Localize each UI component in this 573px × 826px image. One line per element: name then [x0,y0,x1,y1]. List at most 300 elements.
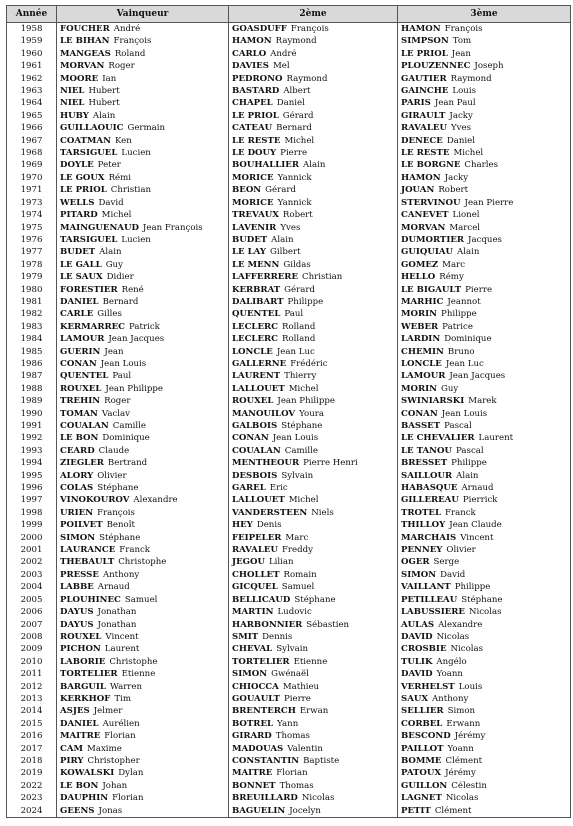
last-name: LE BORGNE [401,160,461,171]
second-cell [229,805,398,818]
first-name: Stéphane [461,594,503,605]
winner-cell [57,60,229,72]
last-name: DAVID [401,631,433,642]
first-name: Arnaud [461,483,494,494]
first-name: Jean Luc [276,346,315,357]
second-cell [229,730,398,742]
first-name: Daniel [446,135,475,146]
table-row [7,432,571,444]
third-cell [398,705,571,717]
table-row [7,259,571,271]
last-name: MORVAN [60,61,105,72]
year-cell: 1987 [7,370,57,382]
first-name: Michel [101,210,132,221]
second-cell [229,395,398,407]
first-name: Jeannot [447,296,481,307]
first-name: Jean Louis [272,433,319,444]
last-name: MARCHAIS [401,532,457,543]
first-name: Hubert [88,98,120,109]
winner-cell [57,197,229,209]
second-cell [229,222,398,234]
third-cell [398,246,571,258]
first-name: Jacques [468,234,502,245]
first-name: Christophe [118,557,167,568]
table-row [7,718,571,730]
winner-cell [57,222,229,234]
first-name: Philippe [451,458,487,469]
year-cell: 1969 [7,159,57,171]
first-name: Angélo [436,656,467,667]
last-name: SAUX [401,693,429,704]
last-name: DAVID [401,669,433,680]
second-cell [229,60,398,72]
last-name: LAFFERRERE [232,272,298,283]
table-row [7,556,571,568]
first-name: Clément [434,805,472,816]
first-name: Jean Jacques [108,334,165,345]
first-name: Baptiste [303,755,340,766]
winner-cell [57,284,229,296]
table-row [7,594,571,606]
table-row [7,271,571,283]
first-name: Rolland [282,334,316,345]
last-name: LALLOUET [232,495,285,506]
second-cell [229,643,398,655]
first-name: Serge [433,557,460,568]
winner-cell [57,532,229,544]
last-name: MORIN [401,383,438,394]
first-name: Samuel [281,582,315,593]
first-name: Dominique [102,433,150,444]
header-year: Année [7,6,57,23]
winner-cell [57,259,229,271]
table-row [7,346,571,358]
year-cell: 1993 [7,445,57,457]
last-name: PETIT [401,805,431,816]
last-name: KERMARREC [60,321,126,332]
last-name: COUALAN [232,445,281,456]
first-name: Nicolas [450,644,484,655]
last-name: LECLERC [232,321,279,332]
year-cell: 1960 [7,48,57,60]
year-cell: 1977 [7,246,57,258]
third-cell [398,805,571,818]
year-cell: 1981 [7,296,57,308]
winner-cell [57,73,229,85]
first-name: Germain [127,123,166,134]
first-name: Florian [104,731,136,742]
first-name: Alain [99,247,122,258]
first-name: Stéphane [281,421,323,431]
table-row [7,730,571,742]
last-name: OGER [401,557,430,568]
year-cell: 1975 [7,222,57,234]
winner-cell [57,445,229,457]
year-cell: 1978 [7,259,57,271]
last-name: AULAS [401,619,435,630]
table-row [7,234,571,246]
year-cell: 2000 [7,532,57,544]
first-name: Camille [284,445,318,456]
winner-cell [57,643,229,655]
year-cell: 1984 [7,333,57,345]
last-name: PAILLOT [401,743,444,754]
winner-cell [57,184,229,196]
second-cell [229,110,398,122]
year-cell: 1982 [7,308,57,320]
third-cell [398,581,571,593]
first-name: Jean Pierre [464,197,514,208]
year-cell: 1968 [7,147,57,159]
third-cell [398,544,571,556]
year-cell: 1986 [7,358,57,370]
last-name: KERBRAT [232,284,281,295]
second-cell [229,135,398,147]
second-cell [229,209,398,221]
table-row [7,147,571,159]
last-name: MORICE [232,172,274,183]
second-cell [229,197,398,209]
table-row [7,693,571,705]
winner-cell [57,110,229,122]
second-cell [229,743,398,755]
third-cell [398,234,571,246]
last-name: CONAN [60,358,97,369]
winner-cell [57,85,229,97]
last-name: LE DOUY [232,148,277,159]
year-cell: 1994 [7,457,57,469]
winner-cell [57,581,229,593]
first-name: Yannick [277,172,312,183]
first-name: Jean Claude [449,520,502,531]
first-name: Alain [303,160,326,171]
third-cell [398,408,571,420]
table-row [7,780,571,792]
year-cell: 2008 [7,631,57,643]
last-name: GUILLAOUIC [60,123,124,134]
last-name: BUDET [60,247,96,258]
year-cell: 1985 [7,346,57,358]
second-cell [229,556,398,568]
year-cell: 2004 [7,581,57,593]
third-cell [398,743,571,755]
third-cell [398,35,571,47]
last-name: CARLO [232,48,267,59]
third-cell [398,23,571,36]
first-name: François [113,36,152,47]
year-cell: 2022 [7,780,57,792]
first-name: Paul [284,309,304,320]
last-name: TULIK [401,656,433,667]
last-name: ROUXEL [60,631,102,642]
last-name: LE CHEVALIER [401,433,475,444]
last-name: KOWALSKI [60,768,115,779]
second-cell [229,420,398,432]
last-name: LE LAY [232,247,267,258]
header-third: 3ème [398,6,571,23]
last-name: PATOUX [401,768,442,779]
last-name: LE PRIOL [60,185,107,196]
first-name: Nicolas [436,631,470,642]
year-cell: 1971 [7,184,57,196]
year-cell: 1963 [7,85,57,97]
winner-cell [57,308,229,320]
table-row [7,532,571,544]
last-name: GIRARD [232,731,272,742]
third-cell [398,308,571,320]
last-name: CONAN [232,433,269,444]
first-name: Célestin [451,780,487,791]
second-cell [229,271,398,283]
last-name: BOUHALLIER [232,160,299,171]
third-cell [398,556,571,568]
last-name: CAM [60,743,84,754]
last-name: PRESSE [60,569,99,580]
first-name: Ian [102,73,117,84]
first-name: David [440,569,466,580]
year-cell: 2009 [7,643,57,655]
winner-cell [57,358,229,370]
first-name: Thierry [284,371,317,382]
winner-cell [57,718,229,730]
last-name: BOMME [401,755,442,766]
third-cell [398,271,571,283]
first-name: Jean [104,346,124,357]
winner-cell [57,420,229,432]
third-cell [398,97,571,109]
winner-cell [57,681,229,693]
last-name: GOUAULT [232,693,280,704]
year-cell: 1988 [7,383,57,395]
winner-cell [57,135,229,147]
second-cell [229,296,398,308]
table-row [7,619,571,631]
last-name: GEENS [60,805,95,816]
second-cell [229,321,398,333]
last-name: MARHIC [401,296,444,307]
table-row [7,23,571,36]
second-cell [229,85,398,97]
first-name: Pierre [280,148,308,159]
first-name: François [444,24,483,34]
last-name: FORESTIER [60,284,118,295]
last-name: CHEMIN [401,346,444,357]
second-cell [229,97,398,109]
first-name: Michel [288,495,319,506]
last-name: BONNET [232,780,276,791]
first-name: Gilles [97,309,122,320]
first-name: Jocelyn [289,805,321,816]
last-name: VINOKOUROV [60,495,130,506]
last-name: BRENTERCH [232,706,296,717]
table-row [7,184,571,196]
winner-cell [57,296,229,308]
third-cell [398,358,571,370]
first-name: Nicolas [468,607,502,618]
header-second: 2ème [229,6,398,23]
year-cell: 1959 [7,35,57,47]
first-name: André [270,48,297,59]
winner-cell [57,147,229,159]
second-cell [229,159,398,171]
first-name: Hubert [88,86,120,97]
last-name: PLOUHINEC [60,594,121,605]
last-name: BARGUIL [60,681,106,692]
last-name: HARBONNIER [232,619,303,630]
last-name: LABORIE [60,656,106,667]
year-cell: 1992 [7,432,57,444]
first-name: Nicolas [445,793,479,804]
last-name: LE BON [60,433,99,444]
first-name: Yoann [436,669,463,680]
first-name: Roland [114,48,146,59]
last-name: MARTIN [232,607,274,618]
last-name: POILVET [60,520,103,531]
table-row [7,755,571,767]
third-cell [398,631,571,643]
last-name: SIMON [232,669,268,680]
year-cell: 2017 [7,743,57,755]
first-name: Pierre [465,284,493,295]
year-cell: 2015 [7,718,57,730]
first-name: Youra [299,408,324,419]
first-name: Rémi [108,172,132,183]
first-name: Clément [445,755,483,766]
second-cell [229,619,398,631]
first-name: Jean Philippe [277,396,335,407]
year-cell: 1995 [7,470,57,482]
table-row [7,197,571,209]
third-cell [398,470,571,482]
winner-cell [57,321,229,333]
last-name: TORTELIER [232,656,290,667]
year-cell: 1966 [7,122,57,134]
last-name: QUENTEL [232,309,281,320]
table-row [7,358,571,370]
table-row [7,246,571,258]
last-name: MAINGUENAUD [60,222,139,233]
first-name: Jacky [444,172,469,183]
first-name: Alexandre [438,619,483,630]
first-name: Christian [110,185,151,196]
last-name: PITARD [60,210,98,221]
last-name: LE BON [60,780,99,791]
first-name: Christophe [109,656,158,667]
first-name: Michel [453,148,484,159]
first-name: Laurent [104,644,140,655]
last-name: VAILLANT [401,582,451,593]
first-name: Tom [452,36,472,47]
last-name: BAGUELIN [232,805,286,816]
table-row [7,85,571,97]
first-name: Yoann [447,743,474,754]
last-name: LE RESTE [401,148,450,159]
last-name: LE TANOU [401,445,453,456]
first-name: Bernard [276,123,312,134]
second-cell [229,346,398,358]
last-name: RAVALEU [401,123,447,134]
second-cell [229,432,398,444]
last-name: SAILLOUR [401,470,453,481]
year-cell: 2024 [7,805,57,818]
first-name: Simon [447,706,476,717]
last-name: BASTARD [232,86,280,97]
last-name: LAMOUR [60,334,105,345]
last-name: PARIS [401,98,431,109]
last-name: MANGEAS [60,48,111,59]
first-name: Michel [284,135,315,146]
second-cell [229,308,398,320]
winner-cell [57,370,229,382]
third-cell [398,482,571,494]
first-name: Jean [451,48,471,59]
second-cell [229,35,398,47]
second-cell [229,780,398,792]
last-name: COLAS [60,483,94,494]
last-name: JOUAN [401,185,435,196]
first-name: Freddy [281,545,313,556]
last-name: LONCLE [401,358,442,369]
second-cell [229,767,398,779]
third-cell [398,693,571,705]
first-name: David [98,197,124,208]
first-name: Louis [452,86,476,97]
last-name: RAVALEU [232,545,278,556]
table-row [7,805,571,818]
year-cell: 2012 [7,681,57,693]
table-row [7,135,571,147]
first-name: Sylvain [276,644,308,655]
last-name: BEON [232,185,262,196]
first-name: Pascal [444,421,472,431]
table-row [7,544,571,556]
third-cell [398,730,571,742]
last-name: DOYLE [60,160,94,171]
first-name: Marc [442,259,466,270]
last-name: STERVINOU [401,197,461,208]
last-name: TARSIGUEL [60,148,118,159]
first-name: Mel [272,61,290,72]
first-name: Christian [302,272,343,283]
first-name: Patrice [442,321,473,332]
last-name: SMIT [232,631,259,642]
year-cell: 2001 [7,544,57,556]
first-name: Patrick [129,321,160,332]
last-name: PICHON [60,644,101,655]
first-name: Gérard [284,284,315,295]
second-cell [229,457,398,469]
second-cell [229,23,398,36]
first-name: Olivier [97,470,127,481]
first-name: Jonathan [97,607,137,618]
last-name: HAMON [401,24,441,34]
last-name: BUDET [232,234,268,245]
third-cell [398,259,571,271]
second-cell [229,792,398,804]
last-name: CHIOCCA [232,681,279,692]
year-cell: 1998 [7,507,57,519]
last-name: TROTEL [401,507,442,518]
third-cell [398,73,571,85]
winner-cell [57,556,229,568]
second-cell [229,544,398,556]
first-name: Warren [109,681,143,692]
table-row [7,97,571,109]
last-name: TOMAN [60,408,98,419]
first-name: Michel [288,383,319,394]
last-name: DESBOIS [232,470,278,481]
first-name: Aurélien [102,718,140,729]
